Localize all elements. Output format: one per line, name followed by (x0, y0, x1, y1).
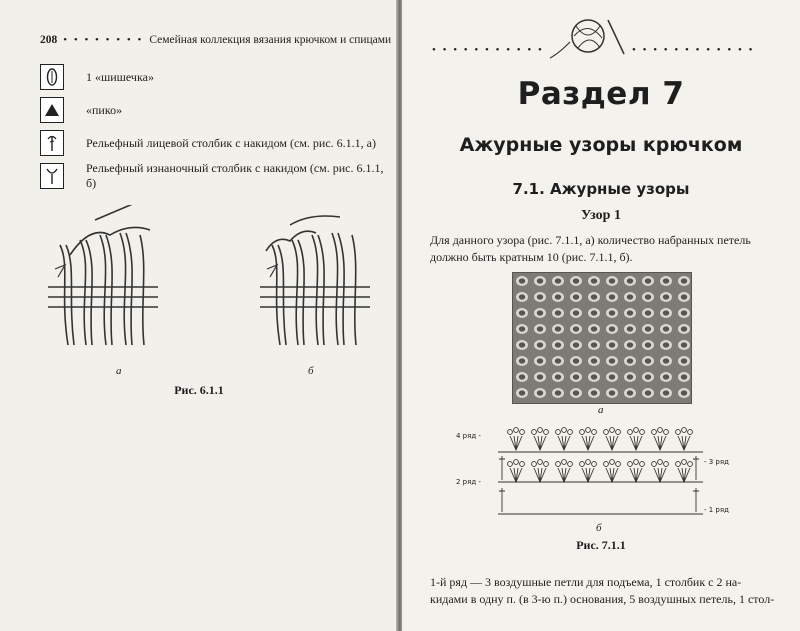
picot-symbol-icon (40, 97, 64, 123)
body-line: кидами в одну п. (в 3-ю п.) основания, 5 воздушных петель, 1 стол- (430, 592, 775, 606)
front-post-dc-symbol-icon (40, 130, 64, 156)
body-line: 1-й ряд — 3 воздушные петли для подъема, 1 столбик с 2 на- (430, 575, 742, 589)
left-page (0, 0, 398, 631)
photo-label: а (598, 404, 604, 416)
legend-row (40, 161, 390, 191)
dot-rule: • • • • • • • • (63, 34, 144, 46)
row-label-3: - 3 ряд (704, 458, 729, 466)
legend-text: «пико» (86, 102, 123, 117)
legend-text: Рельефный лицевой столбик с накидом (см. рис. 6.1.1, а) (86, 135, 377, 150)
section-title: Раздел 7 (517, 76, 685, 112)
bobble-symbol-icon (40, 64, 64, 90)
crochet-chart (458, 422, 738, 522)
figure-label-b: б (308, 365, 314, 377)
legend-row (40, 128, 390, 158)
symbol-legend (40, 62, 390, 194)
intro-line: должно быть кратным 10 (рис. 7.1.1, б). (430, 250, 633, 264)
running-head (40, 34, 392, 46)
row-label-1: - 1 ряд (704, 506, 729, 514)
chapter-title: Ажурные узоры крючком (459, 134, 743, 156)
row-label-2: 2 ряд - (456, 478, 481, 486)
pattern-title: Узор 1 (581, 208, 621, 223)
figure-label-a: а (116, 365, 122, 377)
legend-text: 1 «шишечка» (86, 69, 154, 84)
right-page (402, 0, 800, 631)
yarn-ball-icon (548, 14, 628, 62)
intro-paragraph (430, 232, 780, 266)
legend-text: Рельефный изнаночный столбик с накидом (см. рис. 6.1.1, б) (86, 161, 384, 190)
back-post-dc-symbol-icon (40, 163, 64, 189)
dot-rule: • • • • • • • • • • • (432, 44, 544, 56)
intro-line: Для данного узора (рис. 7.1.1, а) количество набранных петель (430, 233, 751, 247)
lace-pattern-photo (512, 272, 692, 404)
subsection-title: 7.1. Ажурные узоры (512, 180, 690, 198)
stitch-illustration (40, 205, 380, 405)
row-label-4: 4 ряд - (456, 432, 481, 440)
figure-caption: Рис. 6.1.1 (174, 383, 224, 397)
page-number: 208 (40, 34, 58, 46)
running-head-title: Семейная коллекция вязания крючком и спицами (149, 34, 392, 46)
body-paragraph (430, 574, 780, 608)
chart-label: б (596, 522, 602, 534)
legend-row (40, 95, 390, 125)
figure-caption: Рис. 7.1.1 (576, 538, 626, 552)
legend-row (40, 62, 390, 92)
dot-rule: • • • • • • • • • • • • (632, 44, 755, 56)
